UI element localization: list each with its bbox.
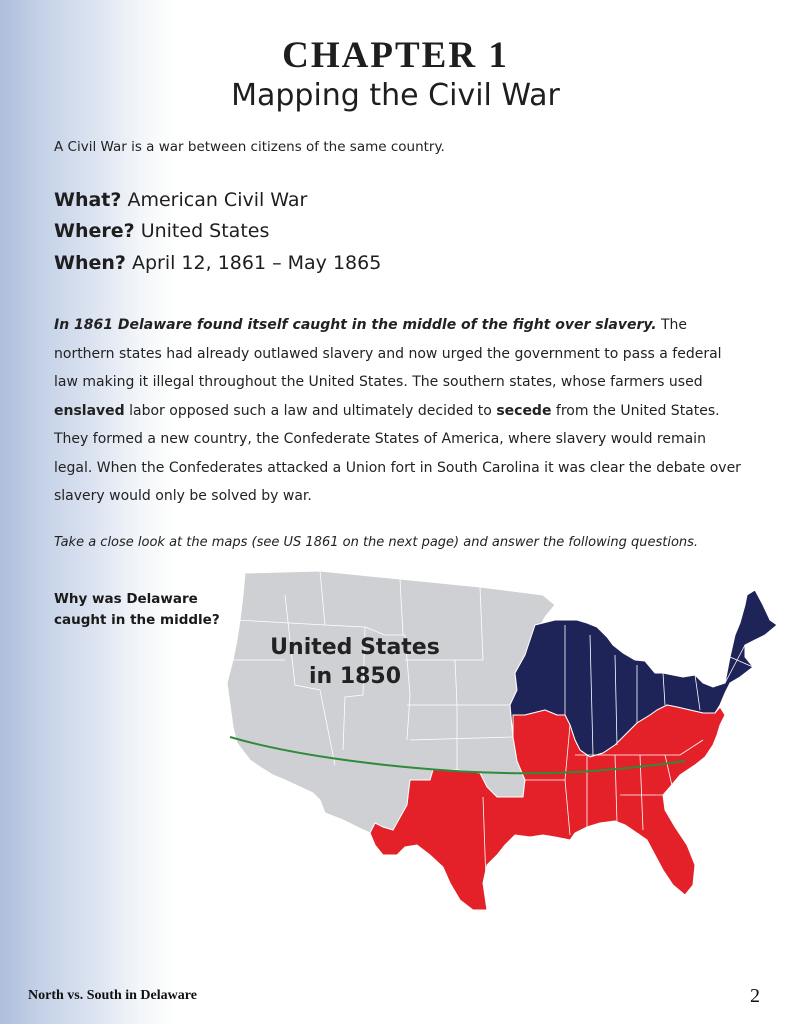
paragraph-lead: In 1861 Delaware found itself caught in the middle of the fight over slavery. <box>54 317 657 333</box>
chapter-heading: CHAPTER 1 <box>282 35 509 76</box>
term-enslaved: enslaved <box>54 402 125 419</box>
footer-book-title: North vs. South in Delaware <box>28 988 197 1003</box>
paragraph-text: labor opposed such a law and ultimately decided to <box>124 402 497 419</box>
us-1850-map <box>225 565 780 915</box>
map-question: Why was Delaware caught in the middle? <box>54 591 220 628</box>
fact-question: When? <box>54 252 126 274</box>
paragraph-text: from the United States. They formed a new country, the Confederate States of America, where slavery would remain legal. When the Confederates attacked a Union fort in South Carolina it was clear the debate over slavery would only be solved by war. <box>54 402 741 504</box>
page-number: 2 <box>750 985 760 1007</box>
paragraph-text: The northern states had already outlawed slavery and now urged the government to pass a federal law making it illegal throughout the United States. The southern states, whose farmers used <box>54 317 722 390</box>
fact-question: What? <box>54 189 122 211</box>
fact-question: Where? <box>54 220 135 242</box>
fact-when <box>54 252 381 274</box>
instruction-text: Take a close look at the maps (see US 1861 on the next page) and answer the following questions. <box>54 535 699 550</box>
definition-text: A Civil War is a war between citizens of the same country. <box>54 139 445 155</box>
map-title-line: United States <box>270 635 440 660</box>
fact-what <box>54 189 307 211</box>
fact-where <box>54 220 269 242</box>
term-secede: secede <box>496 402 552 419</box>
fact-answer: United States <box>140 220 270 242</box>
map-title-line: in 1850 <box>308 664 402 689</box>
body-paragraph <box>54 311 744 511</box>
fact-answer: American Civil War <box>127 189 308 211</box>
map-title <box>250 633 460 691</box>
fact-answer: April 12, 1861 – May 1865 <box>131 252 382 274</box>
map-territories <box>227 571 555 833</box>
page-title: Mapping the Civil War <box>231 78 560 113</box>
